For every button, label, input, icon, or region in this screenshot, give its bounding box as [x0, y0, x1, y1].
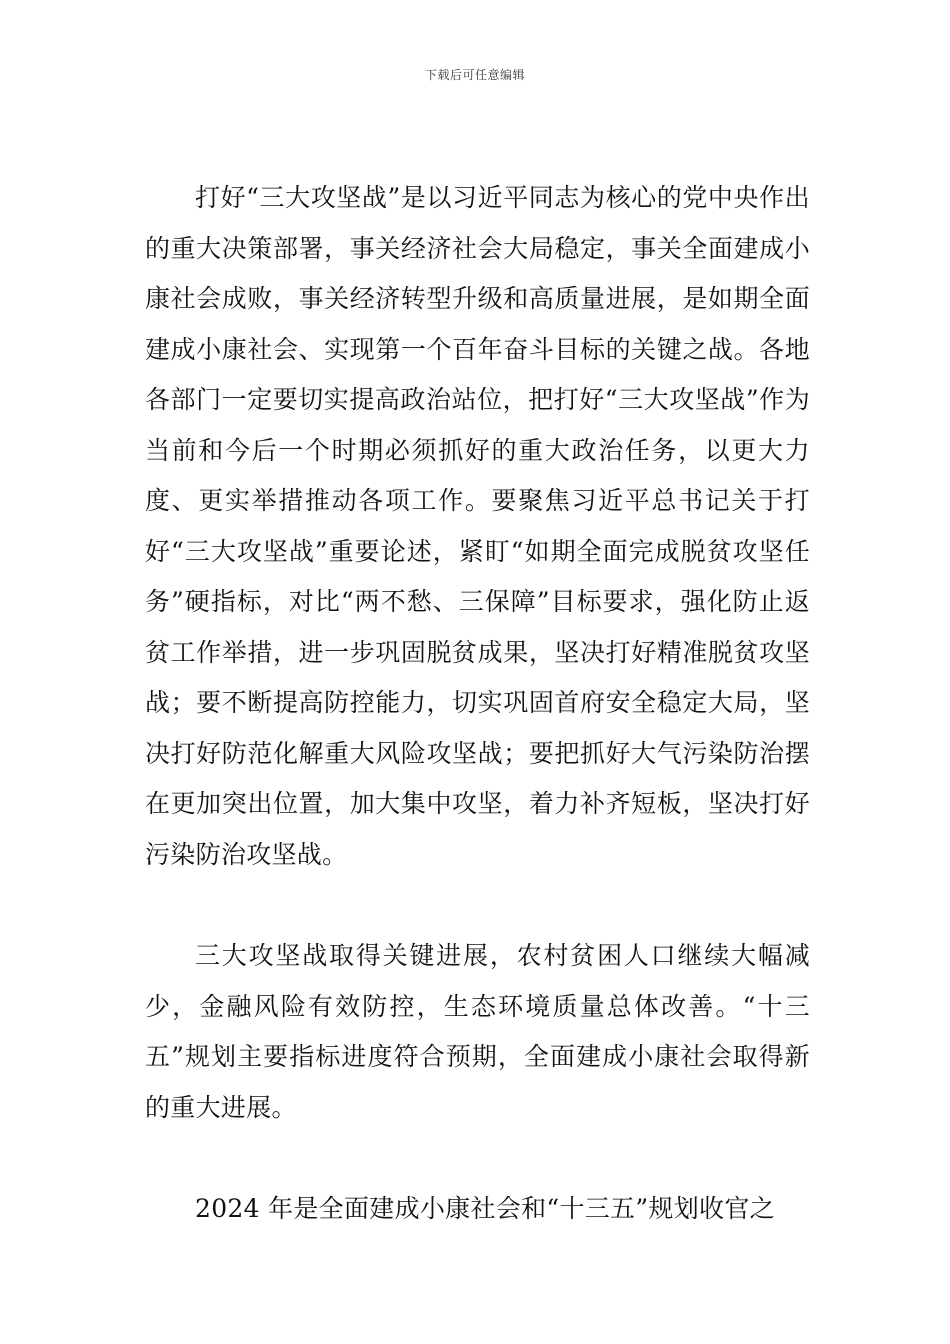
document-body [145, 173, 810, 1235]
paragraph-3: 2024 年是全面建成小康社会和“十三五”规划收官之 [195, 1194, 775, 1223]
paragraph-2: 三大攻坚战取得关键进展，农村贫困人口继续大幅减少，金融风险有效防控，生态环境质量总体改善。“十三五”规划主要指标进度符合预期，全面建成小康社会取得新的重大进展。 [145, 941, 810, 1122]
paragraph-1: 打好“三大攻坚战”是以习近平同志为核心的党中央作出的重大决策部署，事关经济社会大局稳定，事关全面建成小康社会成败，事关经济转型升级和高质量进展，是如期全面建成小康社会、实现第一个百年奋斗目标的关键之战。各地各部门一定要切实提高政治站位，把打好“三大攻坚战”作为当前和今后一个时期必须抓好的重大政治任务，以更大力度、更实举措推动各项工作。要聚焦习近平总书记关于打好“三大攻坚战”重要论述，紧盯“如期全面完成脱贫攻坚任务”硬指标，对比“两不愁、三保障”目标要求，强化防止返贫工作举措，进一步巩固脱贫成果，坚决打好精准脱贫攻坚战；要不断提高防控能力，切实巩固首府安全稳定大局，坚决打好防范化解重大风险攻坚战；要把抓好大气污染防治摆在更加突出位置，加大集中攻坚，着力补齐短板，坚决打好污染防治攻坚战。 [145, 183, 810, 869]
page-header-note: 下载后可任意编辑 [424, 68, 525, 82]
